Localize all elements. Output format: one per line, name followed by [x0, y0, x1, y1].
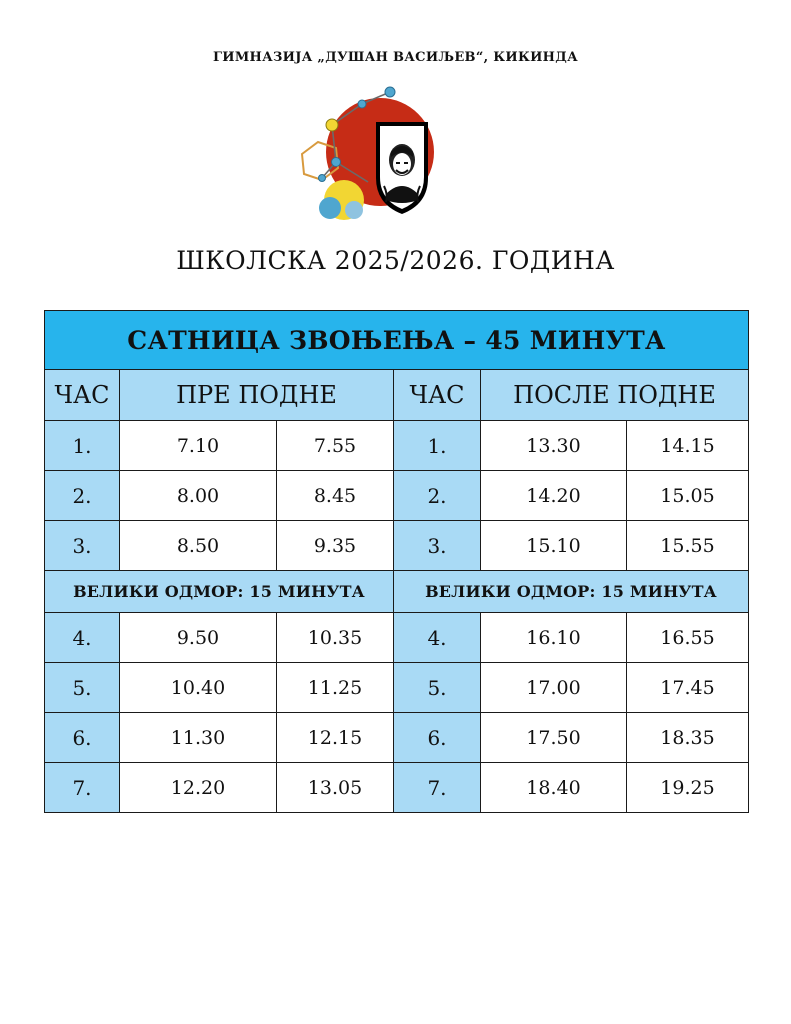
- pm-class-number: 3.: [394, 521, 481, 571]
- pm-start-time: 17.00: [481, 663, 627, 713]
- school-year-title: ШКОЛСКА 2025/2026. ГОДИНА: [176, 246, 615, 275]
- pm-start-time: 13.30: [481, 421, 627, 471]
- am-end-time: 8.45: [277, 471, 394, 521]
- pm-class-number: 7.: [394, 763, 481, 813]
- am-class-number: 4.: [45, 613, 120, 663]
- am-start-time: 12.20: [120, 763, 277, 813]
- pm-end-time: 15.05: [627, 471, 749, 521]
- pm-class-number: 5.: [394, 663, 481, 713]
- am-start-time: 9.50: [120, 613, 277, 663]
- long-break-afternoon: ВЕЛИКИ ОДМОР: 15 МИНУТА: [394, 571, 749, 613]
- am-end-time: 12.15: [277, 713, 394, 763]
- pm-class-number: 2.: [394, 471, 481, 521]
- am-class-number: 2.: [45, 471, 120, 521]
- am-start-time: 8.50: [120, 521, 277, 571]
- am-class-number: 3.: [45, 521, 120, 571]
- table-row: [45, 521, 749, 571]
- am-class-number: 7.: [45, 763, 120, 813]
- am-start-time: 10.40: [120, 663, 277, 713]
- am-end-time: 10.35: [277, 613, 394, 663]
- pm-start-time: 15.10: [481, 521, 627, 571]
- pm-class-number: 4.: [394, 613, 481, 663]
- am-end-time: 7.55: [277, 421, 394, 471]
- long-break-morning: ВЕЛИКИ ОДМОР: 15 МИНУТА: [45, 571, 394, 613]
- pm-start-time: 18.40: [481, 763, 627, 813]
- pm-end-time: 15.55: [627, 521, 749, 571]
- school-name: ГИМНАЗИЈА „ДУШАН ВАСИЉЕВ“, КИКИНДА: [212, 50, 578, 65]
- column-header-morning: ПРЕ ПОДНЕ: [120, 370, 394, 421]
- pm-class-number: 1.: [394, 421, 481, 471]
- am-end-time: 13.05: [277, 763, 394, 813]
- am-end-time: 11.25: [277, 663, 394, 713]
- column-header-class-am: ЧАС: [45, 370, 120, 421]
- table-row: [45, 763, 749, 813]
- am-class-number: 5.: [45, 663, 120, 713]
- pm-end-time: 16.55: [627, 613, 749, 663]
- pm-class-number: 6.: [394, 713, 481, 763]
- am-end-time: 9.35: [277, 521, 394, 571]
- table-row: [45, 471, 749, 521]
- bell-schedule-table: [44, 310, 749, 813]
- am-class-number: 1.: [45, 421, 120, 471]
- table-header-row: [45, 370, 749, 421]
- am-class-number: 6.: [45, 713, 120, 763]
- pm-end-time: 17.45: [627, 663, 749, 713]
- table-row: [45, 421, 749, 471]
- table-row: [45, 713, 749, 763]
- long-break-row: [45, 571, 749, 613]
- pm-start-time: 16.10: [481, 613, 627, 663]
- am-start-time: 7.10: [120, 421, 277, 471]
- table-row: [45, 663, 749, 713]
- pm-start-time: 14.20: [481, 471, 627, 521]
- pm-end-time: 19.25: [627, 763, 749, 813]
- am-start-time: 8.00: [120, 471, 277, 521]
- column-header-afternoon: ПОСЛЕ ПОДНЕ: [481, 370, 749, 421]
- table-title-row: [45, 311, 749, 370]
- pm-end-time: 14.15: [627, 421, 749, 471]
- pm-start-time: 17.50: [481, 713, 627, 763]
- am-start-time: 11.30: [120, 713, 277, 763]
- table-title: САТНИЦА ЗВОЊЕЊА – 45 МИНУТА: [45, 311, 749, 370]
- school-logo: [292, 82, 436, 222]
- column-header-class-pm: ЧАС: [394, 370, 481, 421]
- table-row: [45, 613, 749, 663]
- pm-end-time: 18.35: [627, 713, 749, 763]
